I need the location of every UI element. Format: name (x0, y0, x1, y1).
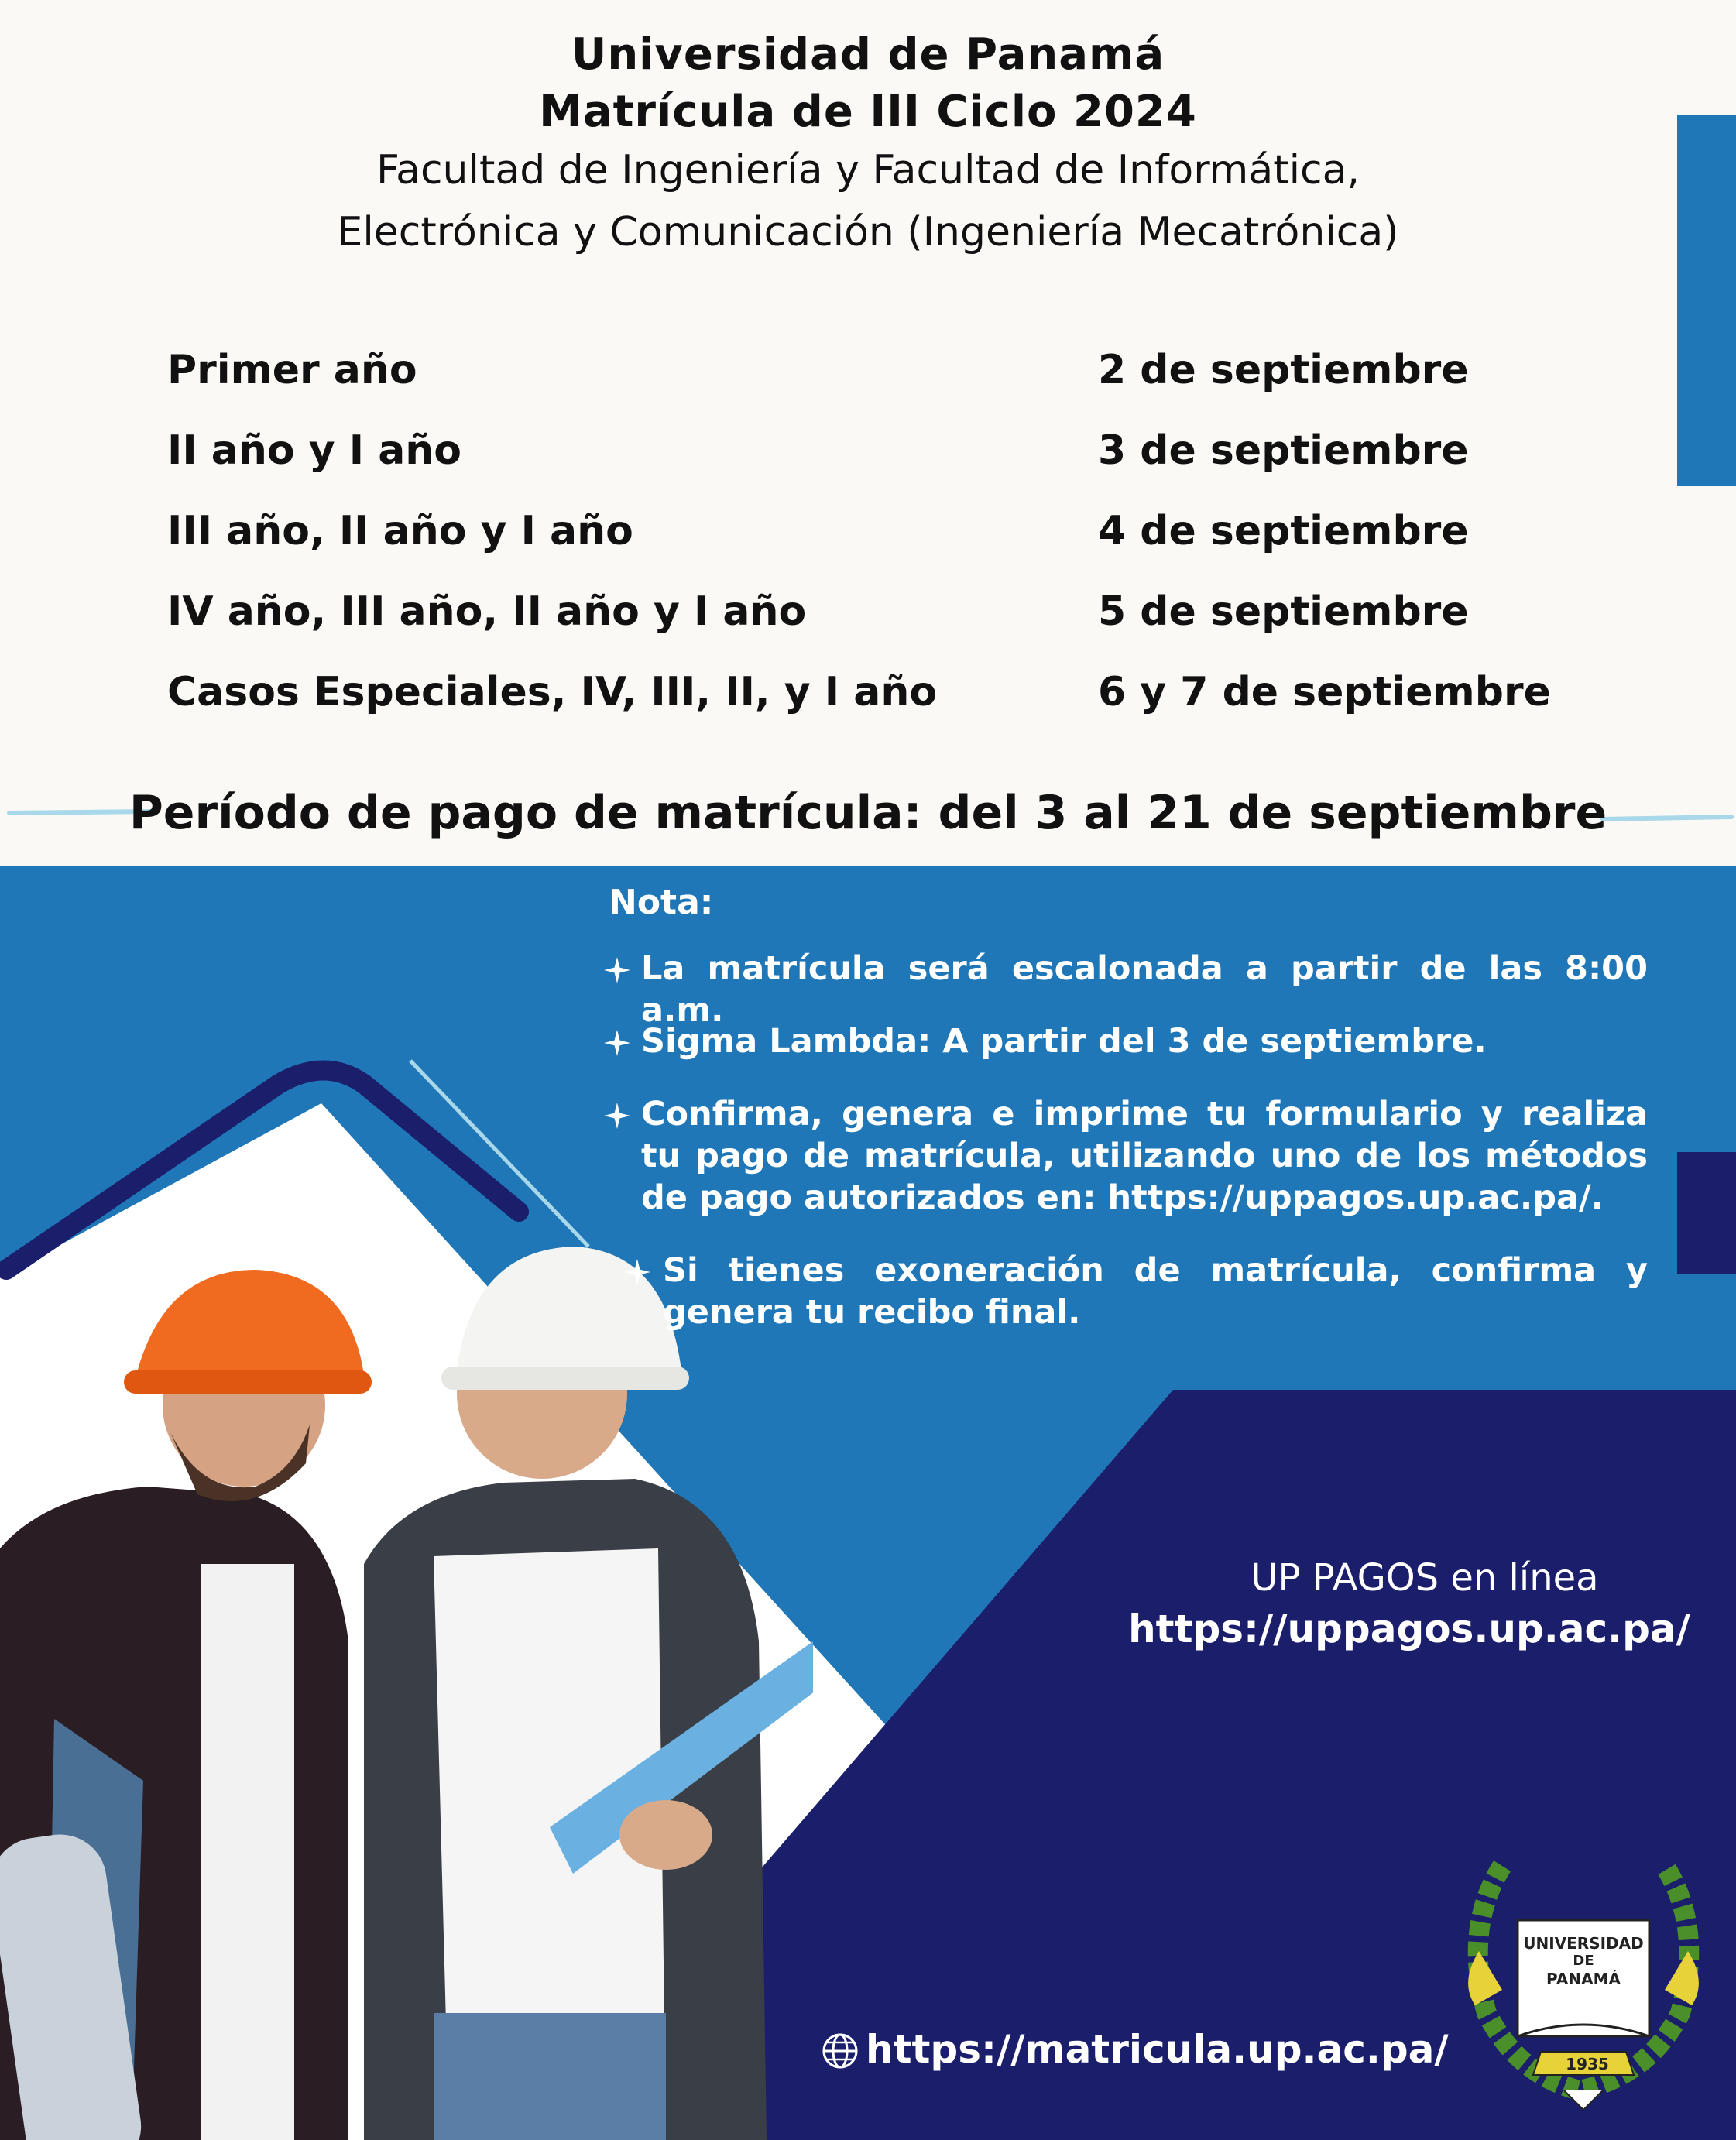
sparkle-icon (604, 1103, 630, 1129)
schedule-group: Primer año (167, 347, 417, 393)
seal-year: 1935 (1566, 2055, 1609, 2073)
schedule-date: 5 de septiembre (1098, 588, 1469, 635)
faculty-line-2: Electrónica y Comunicación (Ingeniería Mecatrónica) (337, 209, 1399, 255)
schedule-date: 6 y 7 de septiembre (1098, 669, 1551, 715)
sparkle-icon (604, 1030, 630, 1056)
globe-icon (821, 2032, 859, 2070)
schedule-date: 2 de septiembre (1098, 347, 1469, 393)
university-seal (1456, 1835, 1711, 2114)
schedule-group: III año, II año y I año (167, 508, 633, 554)
faculty-line-1: Facultad de Ingeniería y Facultad de Informática, (376, 147, 1360, 194)
workers-photo (0, 1239, 813, 2140)
schedule-date: 3 de septiembre (1098, 427, 1469, 474)
seal-line-3: PANAMÁ (1546, 1970, 1621, 1988)
schedule-group: IV año, III año, II año y I año (167, 588, 807, 635)
university-title: Universidad de Panamá (571, 29, 1165, 80)
note-item: Confirma, genera e imprime tu formulario y realiza tu pago de matrícula, utilizando uno de los métodos de pago autorizados en: https://uppagos.up.ac.pa/. (641, 1095, 1648, 1217)
notes-title: Nota: (609, 883, 714, 922)
schedule-date: 4 de septiembre (1098, 508, 1469, 554)
up-pagos-title: UP PAGOS en línea (1251, 1556, 1599, 1600)
seal-line-1: UNIVERSIDAD (1523, 1934, 1644, 1953)
cycle-title: Matrícula de III Ciclo 2024 (539, 87, 1197, 137)
note-item: Si tienes exoneración de matrícula, confirma y genera tu recibo final. (663, 1251, 1648, 1332)
matricula-link[interactable]: https://matricula.up.ac.pa/ (866, 2027, 1449, 2072)
sparkle-icon (604, 957, 630, 983)
note-item: La matrícula será escalonada a partir de las 8:00 a.m. (641, 949, 1648, 1030)
sparkle-icon (624, 1259, 650, 1285)
schedule-group: II año y I año (167, 427, 462, 474)
note-item: Sigma Lambda: A partir del 3 de septiembre. (641, 1022, 1487, 1061)
up-pagos-link[interactable]: https://uppagos.up.ac.pa/ (1128, 1607, 1690, 1651)
payment-period: Período de pago de matrícula: del 3 al 21 de septiembre (129, 786, 1607, 840)
schedule-group: Casos Especiales, IV, III, II, y I año (167, 669, 938, 715)
seal-line-2: DE (1573, 1953, 1594, 1969)
